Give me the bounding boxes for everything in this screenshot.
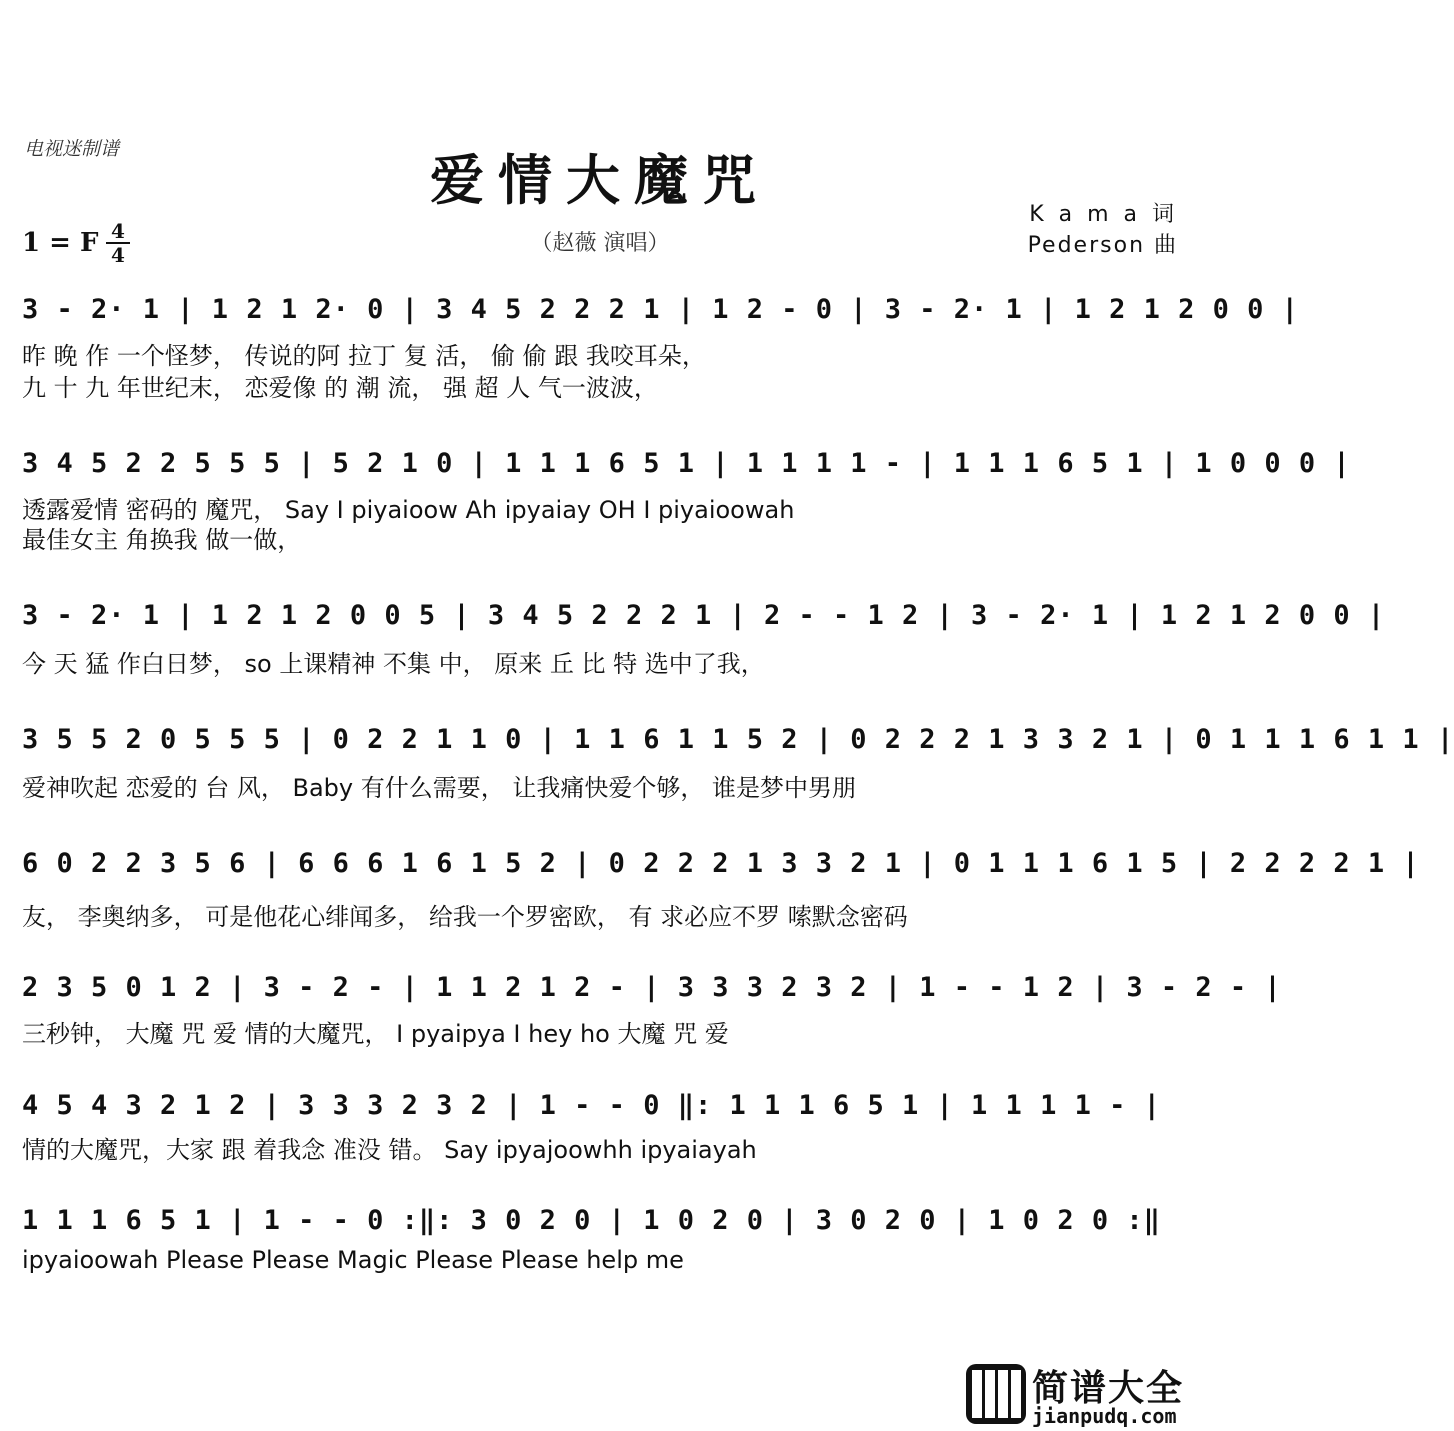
- notation-row: 3 - 2· 1 | 1 2 1 2 0 0 5 | 3 4 5 2 2 2 1 | 2 - - 1 2 | 3 - 2· 1 | 1 2 1 2 0 0 |: [22, 600, 1386, 631]
- lyric-line: ipyaioowah Please Please Magic Please Please help me: [22, 1246, 684, 1274]
- notation-row: 6 0 2 2 3 5 6 | 6 6 6 1 6 1 5 2 | 0 2 2 2 1 3 3 2 1 | 0 1 1 1 6 1 5 | 2 2 2 2 1 |: [22, 848, 1420, 879]
- notation-row: 3 - 2· 1 | 1 2 1 2· 0 | 3 4 5 2 2 2 1 | 1 2 - 0 | 3 - 2· 1 | 1 2 1 2 0 0 |: [22, 294, 1299, 325]
- piano-key: [985, 1370, 995, 1418]
- lyric-line: 情的大魔咒，大家 跟 着我念 准没 错。 Say ipyajoowhh ipyaiayah: [22, 1136, 757, 1164]
- lyric-line: 昨 晚 作 一个怪梦， 传说的阿 拉丁 复 活， 偷 偷 跟 我咬耳朵，: [22, 342, 706, 370]
- piano-key: [1011, 1370, 1021, 1418]
- lyric-line: 爱神吹起 恋爱的 台 风， Baby 有什么需要， 让我痛快爱个够， 谁是梦中男朋: [22, 774, 857, 802]
- notation-row: 2 3 5 0 1 2 | 3 - 2 - | 1 1 2 1 2 - | 3 3 3 2 3 2 | 1 - - 1 2 | 3 - 2 - |: [22, 972, 1282, 1003]
- key-signature: 1 = F: [22, 228, 99, 258]
- piano-key: [972, 1370, 982, 1418]
- time-signature: [106, 221, 130, 265]
- singer-credit: （赵薇 演唱）: [530, 231, 670, 256]
- notation-row: 1 1 1 6 5 1 | 1 - - 0 :‖: 3 0 2 0 | 1 0 2 0 | 3 0 2 0 | 1 0 2 0 :‖: [22, 1205, 1161, 1236]
- notation-row: 3 4 5 2 2 5 5 5 | 5 2 1 0 | 1 1 1 6 5 1 | 1 1 1 1 - | 1 1 1 6 5 1 | 1 0 0 0 |: [22, 448, 1351, 479]
- lyric-line: 三秒钟， 大魔 咒 爱 情的大魔咒， I pyaipya I hey ho 大魔 咒 爱: [22, 1020, 729, 1048]
- site-logo: [966, 1360, 1192, 1430]
- score-maker: 电视迷制谱: [24, 138, 120, 160]
- lyric-line: 友， 李奥纳多， 可是他花心绯闻多， 给我一个罗密欧， 有 求必应不罗 嗦默念密码: [22, 903, 908, 931]
- song-title: 爱情大魔咒: [430, 148, 770, 212]
- composer-credit: Pederson 曲: [1027, 233, 1178, 258]
- time-signature-bottom: 4: [111, 243, 125, 267]
- time-signature-top: 4: [111, 219, 125, 243]
- logo-url: jianpudq.com: [1032, 1404, 1177, 1428]
- piano-key: [998, 1370, 1008, 1418]
- notation-row: 4 5 4 3 2 1 2 | 3 3 3 2 3 2 | 1 - - 0 ‖: 1 1 1 6 5 1 | 1 1 1 1 - |: [22, 1090, 1161, 1121]
- notation-row: 3 5 5 2 0 5 5 5 | 0 2 2 1 1 0 | 1 1 6 1 1 5 2 | 0 2 2 2 1 3 3 2 1 | 0 1 1 1 6 1 1 |: [22, 724, 1454, 755]
- logo-name: 简谱大全: [1032, 1368, 1185, 1409]
- lyric-line: 今 天 猛 作白日梦， so 上课精神 不集 中， 原来 丘 比 特 选中了我，: [22, 650, 765, 678]
- piano-icon: [966, 1364, 1026, 1424]
- lyric-line: 九 十 九 年世纪末， 恋爱像 的 潮 流， 强 超 人 气一波波，: [22, 374, 658, 402]
- lyric-line: 最佳女主 角换我 做一做，: [22, 526, 302, 554]
- lyric-line: 透露爱情 密码的 魔咒， Say I piyaioow Ah ipyaiay OH I piyaioowah: [22, 496, 795, 524]
- lyricist-credit: K a m a 词: [1029, 202, 1178, 227]
